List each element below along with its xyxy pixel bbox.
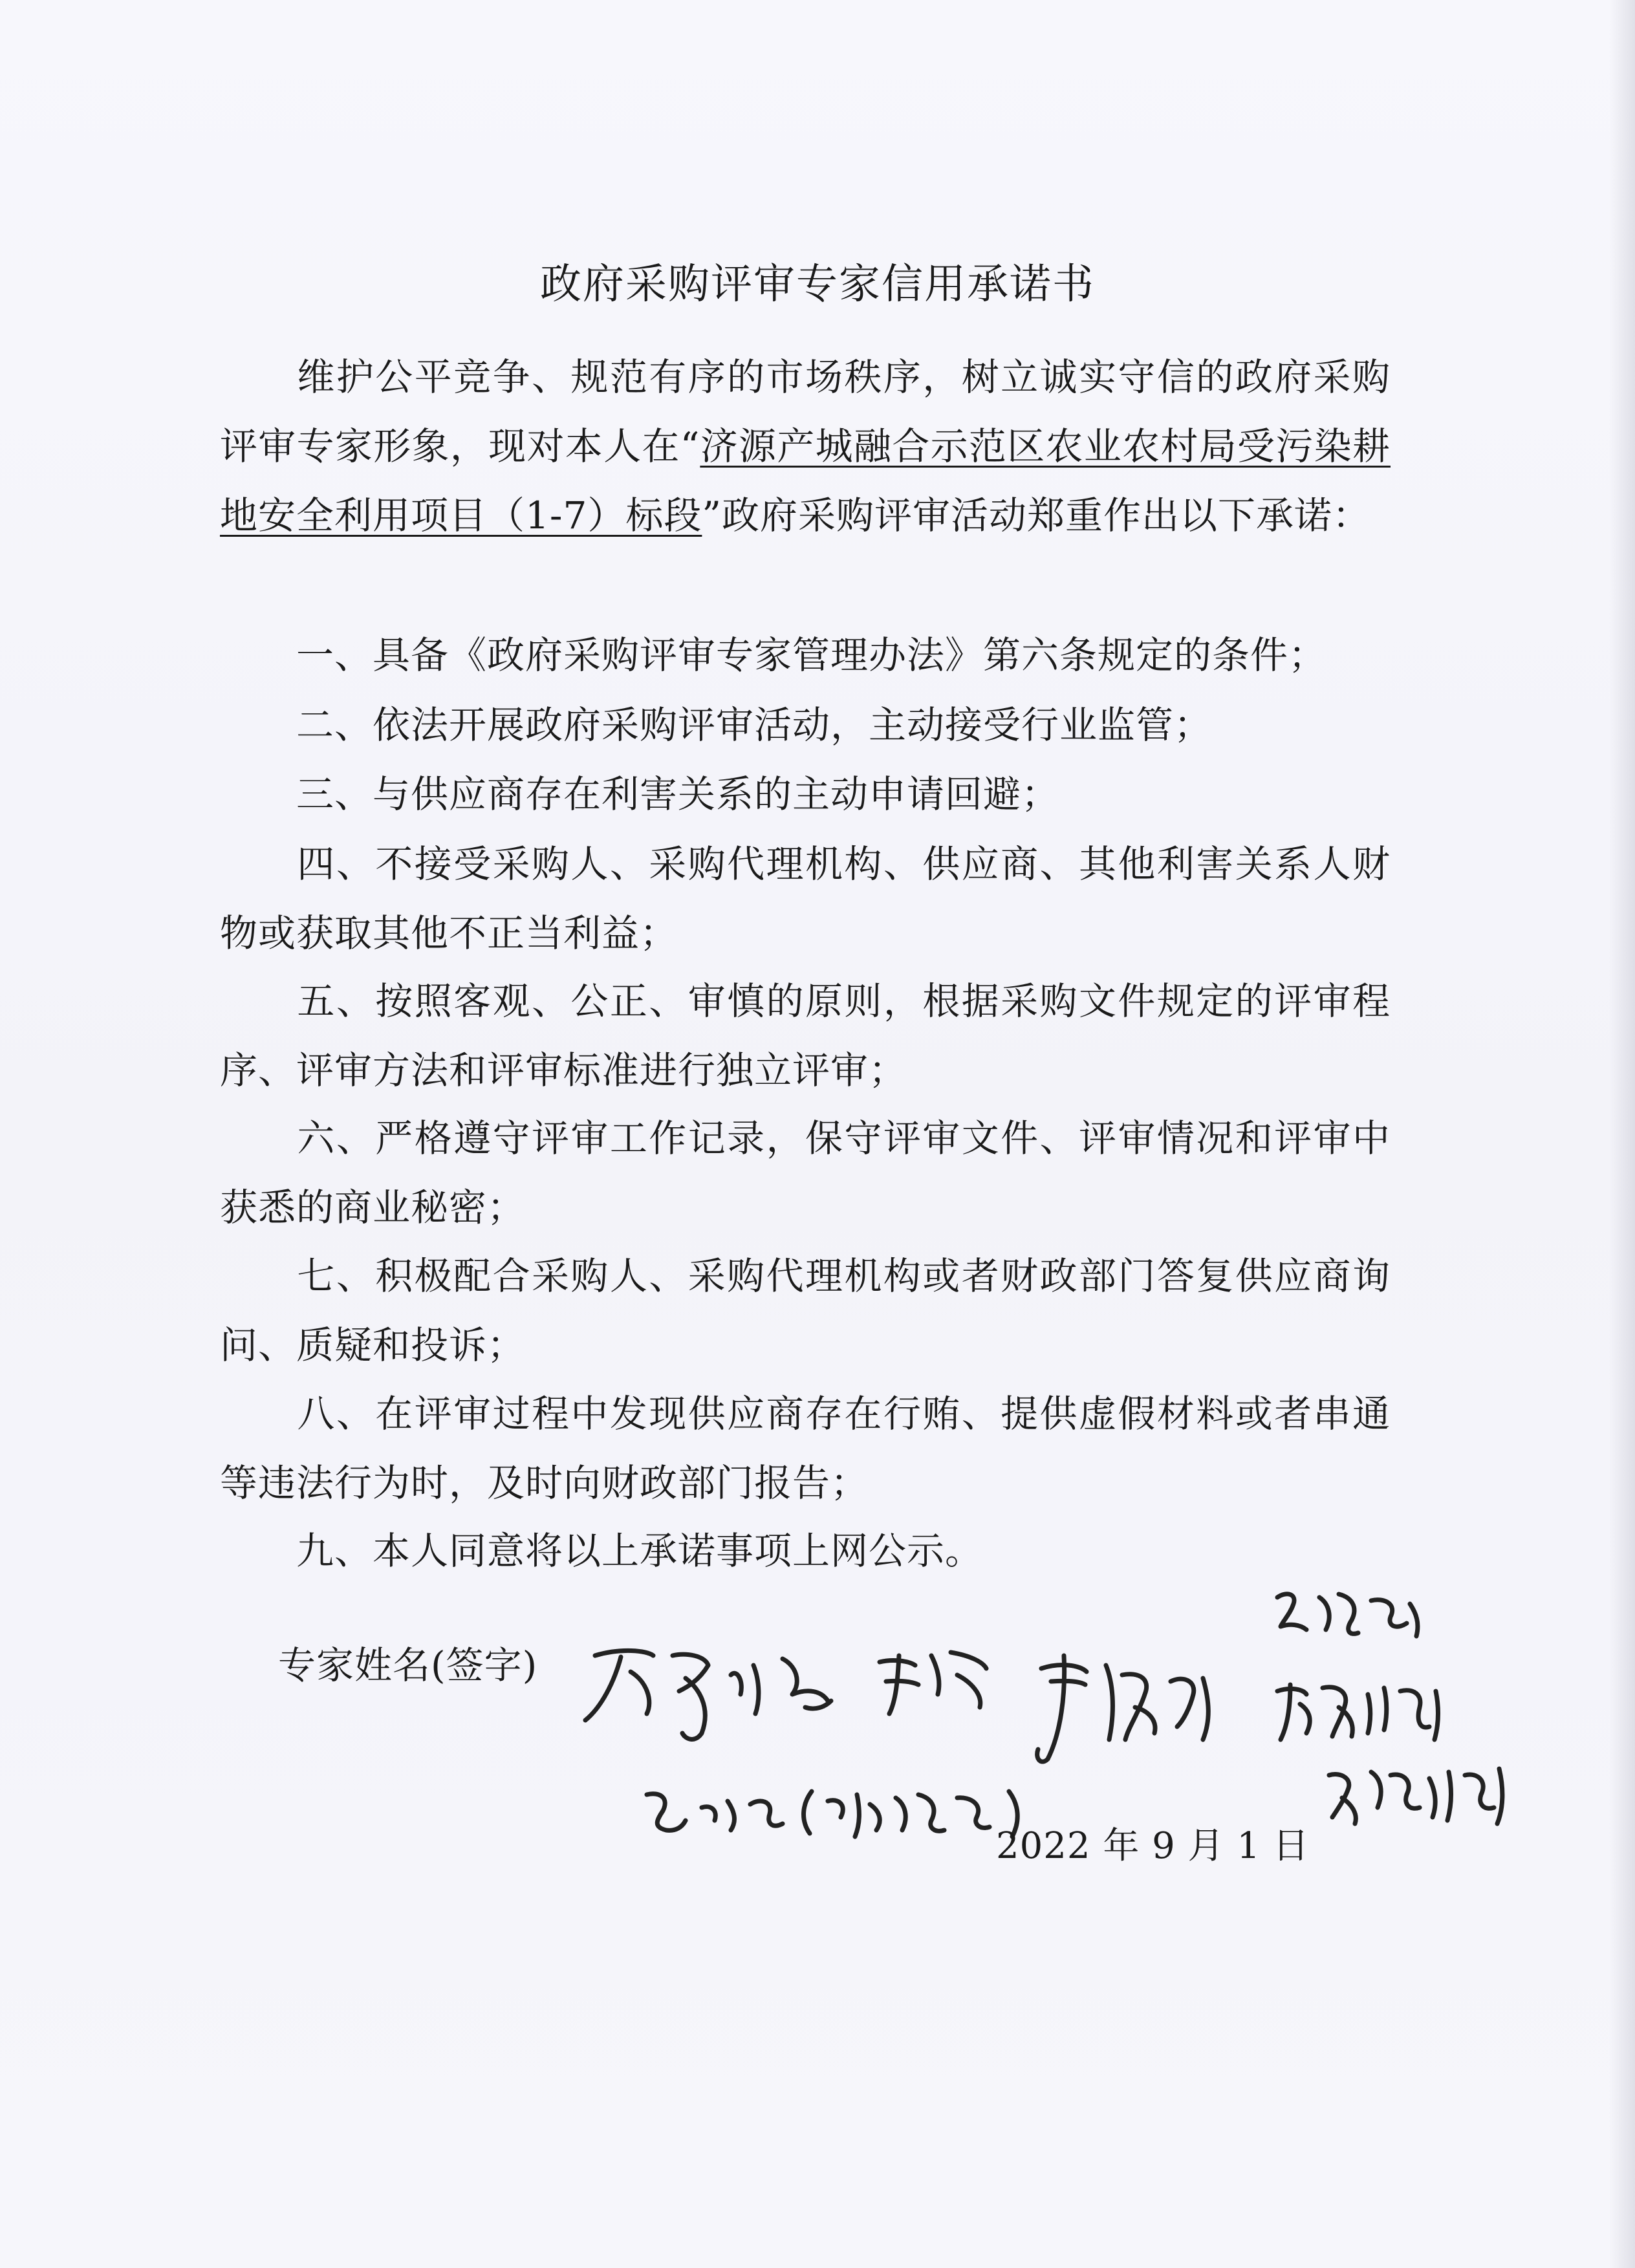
intro-before: 维护公平竞争、规范有序的市场秩序，树立诚实守信的政府采购评审专家形象，现对本人在“ [220, 355, 1391, 468]
commitment-9 [220, 1517, 1391, 1586]
commitment-text: 一、具备《政府采购评审专家管理办法》第六条规定的条件； [296, 633, 1327, 677]
commitment-3 [220, 760, 1391, 829]
commitment-text: 五、按照客观、公正、审慎的原则，根据采购文件规定的评审程序、评审方法和评审标准进行独立评审； [220, 979, 1391, 1092]
document-date: 2022 年 9 月 1 日 [996, 1825, 1310, 1867]
intro-after: ”政府采购评审活动郑重作出以下承诺： [702, 493, 1371, 537]
document-title: 政府采购评审专家信用承诺书 [540, 261, 1095, 308]
paper-edge-shadow [1609, 0, 1635, 2268]
commitment-text: 三、与供应商存在利害关系的主动申请回避； [296, 772, 1060, 816]
commitment-6 [220, 1104, 1391, 1242]
commitment-4 [220, 830, 1391, 968]
signature-label: 专家姓名(签字) [278, 1643, 538, 1687]
commitment-1 [220, 621, 1391, 690]
commitment-text: 九、本人同意将以上承诺事项上网公示。 [296, 1529, 984, 1573]
commitment-text: 六、严格遵守评审工作记录，保守评审文件、评审情况和评审中获悉的商业秘密； [220, 1116, 1391, 1229]
project-name: 济源产城融合示范区农业农村局受污染耕地安全利用项目（1-7）标段 [220, 424, 1391, 537]
commitment-text: 四、不接受采购人、采购代理机构、供应商、其他利害关系人财物或获取其他不正当利益； [220, 842, 1391, 955]
commitment-text: 八、在评审过程中发现供应商存在行贿、提供虚假材料或者串通等违法行为时，及时向财政部门报告； [220, 1392, 1391, 1505]
commitment-7 [220, 1242, 1391, 1380]
commitment-8 [220, 1379, 1391, 1518]
intro-paragraph [220, 343, 1391, 550]
commitment-5 [220, 967, 1391, 1105]
commitment-text: 七、积极配合采购人、采购代理机构或者财政部门答复供应商询问、质疑和投诉； [220, 1254, 1391, 1367]
commitment-text: 二、依法开展政府采购评审活动，主动接受行业监管； [296, 703, 1213, 747]
commitment-2 [220, 691, 1391, 760]
